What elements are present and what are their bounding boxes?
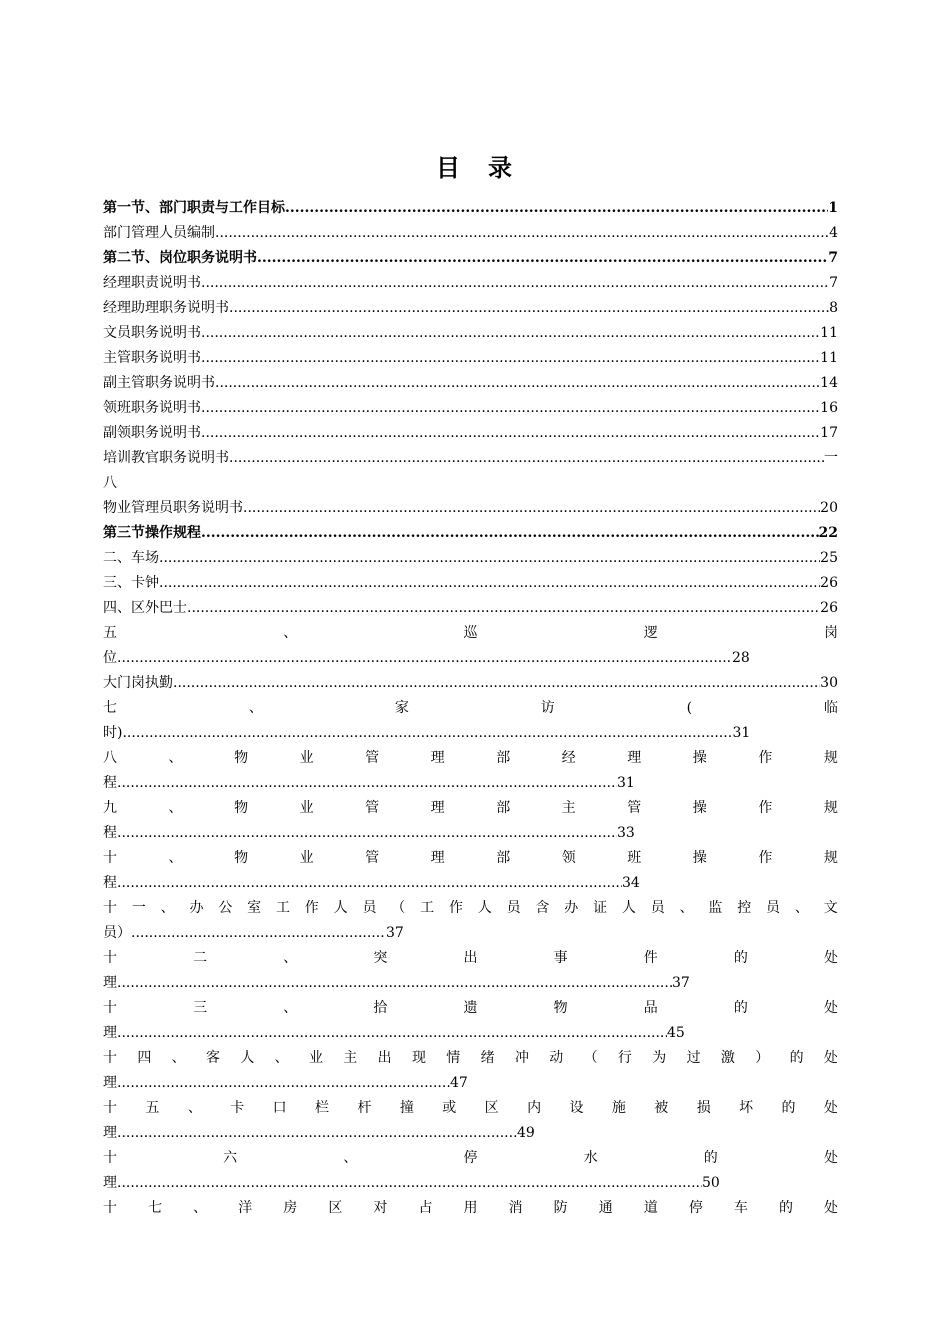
toc-justified-line[interactable] xyxy=(103,1146,838,1171)
toc-entry-char: 十 xyxy=(103,1000,117,1016)
toc-entry-page: 17 xyxy=(820,425,838,441)
toc-entry-char: 理 xyxy=(430,750,445,766)
toc-entry-char: 部 xyxy=(496,850,511,866)
toc-entry-char: 停 xyxy=(688,1200,703,1216)
toc-entry-char: 现 xyxy=(411,1050,426,1066)
toc-entry[interactable] xyxy=(103,571,838,596)
toc-entry-page: 33 xyxy=(617,825,635,841)
toc-entry-char: 经 xyxy=(561,750,576,766)
toc-entry-page: 50 xyxy=(702,1175,720,1191)
toc-entry-char: 区 xyxy=(328,1200,343,1216)
toc-entry-char: 情 xyxy=(446,1050,461,1066)
toc-entry-char: 物 xyxy=(234,750,249,766)
toc-entry-char: 九 xyxy=(103,800,117,816)
toc-dot-leader xyxy=(201,396,820,421)
toc-entry[interactable] xyxy=(103,671,838,696)
toc-entry-char: 操 xyxy=(692,800,707,816)
toc-dot-leader xyxy=(117,1121,517,1146)
toc-dot-leader xyxy=(285,196,828,221)
toc-entry-page: 30 xyxy=(820,675,838,691)
toc-entry-char: 七 xyxy=(103,700,117,716)
toc-entry-char: 岗 xyxy=(824,625,838,641)
toc-dot-leader xyxy=(201,321,820,346)
toc-entry-char: ( xyxy=(686,700,693,716)
toc-continuation-line[interactable] xyxy=(103,1121,838,1146)
toc-entry-char: 、 xyxy=(283,950,298,966)
toc-entry-label: 第三节操作规程 xyxy=(103,525,201,541)
toc-entry-char: 遗 xyxy=(463,1000,478,1016)
toc-dot-leader xyxy=(131,921,386,946)
toc-entry-char: 水 xyxy=(583,1150,598,1166)
toc-dot-leader xyxy=(229,296,829,321)
toc-entry-char: 处 xyxy=(824,1000,838,1016)
toc-dot-leader xyxy=(201,521,819,546)
toc-justified-line[interactable] xyxy=(103,1196,838,1221)
toc-dot-leader xyxy=(117,871,622,896)
toc-dot-leader xyxy=(159,571,820,596)
toc-entry-label: 程 xyxy=(103,875,117,891)
toc-entry-label: 第二节、岗位职务说明书 xyxy=(103,250,257,266)
toc-entry-char: 绪 xyxy=(480,1050,495,1066)
toc-entry-label: 位 xyxy=(103,650,117,666)
toc-dot-leader xyxy=(187,596,820,621)
toc-title: 目 录 xyxy=(436,154,514,182)
toc-entry-char: 业 xyxy=(308,1050,323,1066)
toc-dot-leader xyxy=(201,271,829,296)
toc-entry-char: 班 xyxy=(627,850,642,866)
toc-entry-char: 人 xyxy=(333,900,348,916)
toc-entry-char: 规 xyxy=(823,850,838,866)
toc-entry-char: 的 xyxy=(733,950,748,966)
toc-entry-char: 八 xyxy=(103,750,117,766)
toc-entry-char: 损 xyxy=(696,1100,711,1116)
toc-entry-char: 人 xyxy=(477,900,492,916)
toc-entry-char: 品 xyxy=(643,1000,658,1016)
toc-entry-label: 四、区外巴士 xyxy=(103,600,187,616)
toc-entry-label: 大门岗执勤 xyxy=(103,675,173,691)
toc-justified-line[interactable] xyxy=(103,696,838,721)
toc-entry-char: 杆 xyxy=(357,1100,372,1116)
toc-entry-page: 16 xyxy=(820,400,838,416)
toc-continuation-line[interactable] xyxy=(103,646,838,671)
toc-entry-char: 操 xyxy=(692,850,707,866)
toc-entry-char: 坏 xyxy=(739,1100,754,1116)
toc-entry-page: 11 xyxy=(820,350,838,366)
toc-dot-leader xyxy=(201,346,820,371)
toc-entry-label: 八 xyxy=(103,475,117,491)
toc-dot-leader xyxy=(215,221,829,246)
toc-entry-page: 47 xyxy=(450,1075,468,1091)
toc-dot-leader xyxy=(215,371,820,396)
toc-entry-char: 四 xyxy=(137,1050,152,1066)
toc-entry-char: 栏 xyxy=(315,1100,330,1116)
toc-justified-line[interactable] xyxy=(103,1096,838,1121)
toc-justified-line[interactable] xyxy=(103,746,838,771)
toc-entry[interactable] xyxy=(103,321,838,346)
toc-continuation-line[interactable] xyxy=(103,1171,838,1196)
toc-entry-page: 7 xyxy=(828,250,838,266)
toc-entry-char: 室 xyxy=(247,900,262,916)
toc-entry-label: 程 xyxy=(103,775,117,791)
toc-entry-char: 、 xyxy=(274,1050,289,1066)
toc-entry-char: 公 xyxy=(218,900,233,916)
toc-entry-char: 事 xyxy=(553,950,568,966)
toc-entry-char: 十 xyxy=(103,1100,117,1116)
toc-entry[interactable] xyxy=(103,296,838,321)
toc-entry-page: 7 xyxy=(829,275,838,291)
toc-entry-label: 程 xyxy=(103,825,117,841)
toc-entry-page: 22 xyxy=(818,525,838,541)
toc-entry-char: 二 xyxy=(193,950,208,966)
toc-entry-char: 十 xyxy=(103,1150,117,1166)
toc-entry-char: 房 xyxy=(283,1200,298,1216)
toc-entry-page: 20 xyxy=(820,500,838,516)
toc-entry-char: 五 xyxy=(103,625,117,641)
toc-entry-char: 管 xyxy=(627,800,642,816)
toc-entry[interactable] xyxy=(103,346,838,371)
toc-entry-char: 理 xyxy=(430,850,445,866)
toc-justified-line[interactable] xyxy=(103,621,838,646)
toc-entry-char: 业 xyxy=(299,750,314,766)
toc-entry-label: 员） xyxy=(103,925,131,941)
toc-entry-char: 、 xyxy=(283,625,298,641)
toc-entry-char: 主 xyxy=(561,800,576,816)
toc-entry-char: 区 xyxy=(484,1100,499,1116)
toc-entry[interactable] xyxy=(103,446,838,471)
toc-entry-page: 8 xyxy=(829,300,838,316)
toc-entry-label: 文员职务说明书 xyxy=(103,325,201,341)
toc-entry-page: 28 xyxy=(732,650,750,666)
toc-entry-char: 监 xyxy=(708,900,723,916)
toc-entry-char: 的 xyxy=(781,1100,796,1116)
toc-entry-char: 件 xyxy=(643,950,658,966)
toc-entry-char: 作 xyxy=(758,850,773,866)
toc-entry-char: （ xyxy=(583,1050,598,1066)
toc-entry-char: 、 xyxy=(248,700,263,716)
toc-entry-char: 员 xyxy=(766,900,781,916)
toc-entry-label: 第一节、部门职责与工作目标 xyxy=(103,200,285,216)
toc-entry-char: 临 xyxy=(824,700,838,716)
toc-entry-char: 物 xyxy=(234,850,249,866)
toc-entry-char: 人 xyxy=(240,1050,255,1066)
toc-entry-label: 二、车场 xyxy=(103,550,159,566)
toc-entry-char: 处 xyxy=(824,950,838,966)
toc-entry-char: 家 xyxy=(394,700,409,716)
toc-entry-char: 理 xyxy=(627,750,642,766)
toc-continuation-line[interactable] xyxy=(103,821,838,846)
toc-entry-page: 4 xyxy=(829,225,838,241)
toc-entry-char: 管 xyxy=(365,850,380,866)
toc-entry-char: ） xyxy=(755,1050,770,1066)
toc-justified-line[interactable] xyxy=(103,996,838,1021)
toc-entry-char: 巡 xyxy=(463,625,478,641)
toc-entry-char: 、 xyxy=(160,900,175,916)
toc-entry-char: 管 xyxy=(365,750,380,766)
toc-entry-char: 或 xyxy=(442,1100,457,1116)
toc-justified-line[interactable] xyxy=(103,796,838,821)
toc-entry-label: 理 xyxy=(103,1125,117,1141)
toc-entry-char: 业 xyxy=(299,850,314,866)
toc-entry-char: 出 xyxy=(377,1050,392,1066)
toc-entry-char: 规 xyxy=(823,750,838,766)
toc-dot-leader xyxy=(117,1071,450,1096)
toc-entry[interactable] xyxy=(103,521,838,546)
toc-entry-char: 拾 xyxy=(373,1000,388,1016)
toc-dot-leader xyxy=(173,671,820,696)
toc-entry-char: 处 xyxy=(823,1100,838,1116)
toc-list xyxy=(103,196,838,1221)
toc-entry-char: 员 xyxy=(650,900,665,916)
toc-dot-leader xyxy=(159,546,820,571)
toc-dot-leader xyxy=(122,721,732,746)
toc-entry-char: 五 xyxy=(145,1100,160,1116)
toc-entry-char: 作 xyxy=(304,900,319,916)
toc-entry-page: 34 xyxy=(622,875,640,891)
toc-entry-char: 作 xyxy=(448,900,463,916)
toc-entry-label: 理 xyxy=(103,1075,117,1091)
toc-justified-line[interactable] xyxy=(103,896,838,921)
toc-continuation-line[interactable] xyxy=(103,1071,838,1096)
toc-entry-page: 31 xyxy=(617,775,635,791)
toc-entry-char: 车 xyxy=(733,1200,748,1216)
toc-entry-char: 、 xyxy=(193,1200,208,1216)
toc-entry-char: 动 xyxy=(549,1050,564,1066)
toc-entry-char: 作 xyxy=(758,800,773,816)
toc-wrap-line xyxy=(103,471,838,496)
toc-entry-char: 员 xyxy=(506,900,521,916)
toc-entry-char: 逻 xyxy=(643,625,658,641)
toc-entry-char: 防 xyxy=(553,1200,568,1216)
toc-entry[interactable] xyxy=(103,546,838,571)
toc-entry-char: 的 xyxy=(778,1200,793,1216)
toc-entry-char: 停 xyxy=(463,1150,478,1166)
toc-entry[interactable] xyxy=(103,496,838,521)
toc-entry-page: 26 xyxy=(820,575,838,591)
toc-entry-char: 洋 xyxy=(238,1200,253,1216)
toc-entry-char: 物 xyxy=(234,800,249,816)
toc-entry-char: 的 xyxy=(703,1150,718,1166)
toc-dot-leader xyxy=(117,1171,702,1196)
toc-entry-char: 物 xyxy=(553,1000,568,1016)
toc-entry-char: 业 xyxy=(299,800,314,816)
toc-entry-page: 45 xyxy=(667,1025,685,1041)
toc-entry-char: 撞 xyxy=(399,1100,414,1116)
toc-entry-char: 证 xyxy=(593,900,608,916)
toc-entry-char: 被 xyxy=(654,1100,669,1116)
toc-continuation-line[interactable] xyxy=(103,1021,838,1046)
toc-entry-page: 49 xyxy=(517,1125,535,1141)
toc-entry-char: 、 xyxy=(343,1150,358,1166)
toc-entry-char: 道 xyxy=(643,1200,658,1216)
toc-entry-char: 冲 xyxy=(514,1050,529,1066)
toc-dot-leader xyxy=(257,246,828,271)
toc-entry-char: 主 xyxy=(343,1050,358,1066)
toc-continuation-line[interactable] xyxy=(103,771,838,796)
toc-entry-char: 、 xyxy=(168,750,183,766)
toc-entry-char: 领 xyxy=(561,850,576,866)
toc-entry-char: 的 xyxy=(733,1000,748,1016)
toc-dot-leader xyxy=(117,971,672,996)
toc-entry-char: 设 xyxy=(569,1100,584,1116)
toc-entry-char: 、 xyxy=(794,900,809,916)
toc-entry-label: 时) xyxy=(103,725,123,741)
toc-continuation-line[interactable] xyxy=(103,721,838,746)
toc-continuation-line[interactable] xyxy=(103,921,838,946)
toc-entry-char: 、 xyxy=(168,800,183,816)
toc-entry-char: 控 xyxy=(737,900,752,916)
toc-entry-char: 十 xyxy=(103,1200,117,1216)
toc-entry-char: 对 xyxy=(373,1200,388,1216)
toc-entry-char: 突 xyxy=(373,950,388,966)
toc-entry-char: （ xyxy=(391,900,406,916)
toc-entry-char: 用 xyxy=(463,1200,478,1216)
toc-dot-leader xyxy=(117,1021,667,1046)
toc-entry-char: 人 xyxy=(621,900,636,916)
toc-entry-label: 物业管理员职务说明书 xyxy=(103,500,243,516)
toc-entry-char: 内 xyxy=(527,1100,542,1116)
toc-entry-char: 消 xyxy=(508,1200,523,1216)
toc-entry-char: 员 xyxy=(362,900,377,916)
toc-dot-leader xyxy=(229,446,824,471)
toc-entry-char: 办 xyxy=(564,900,579,916)
toc-entry-char: 占 xyxy=(418,1200,433,1216)
toc-entry-label: 副领职务说明书 xyxy=(103,425,201,441)
toc-dot-leader xyxy=(117,646,732,671)
toc-entry-label: 理 xyxy=(103,1175,117,1191)
toc-entry-char: 的 xyxy=(789,1050,804,1066)
toc-entry-page: 31 xyxy=(732,725,751,741)
toc-dot-leader xyxy=(117,821,617,846)
toc-entry-char: 行 xyxy=(617,1050,632,1066)
toc-entry-char: 、 xyxy=(187,1100,202,1116)
toc-entry-char: 部 xyxy=(496,750,511,766)
toc-entry-char: 、 xyxy=(171,1050,186,1066)
toc-entry-char: 、 xyxy=(679,900,694,916)
toc-entry-page: 1 xyxy=(828,200,838,216)
toc-entry-char: 处 xyxy=(823,1050,838,1066)
toc-entry-char: 处 xyxy=(823,1150,838,1166)
toc-entry-char: 、 xyxy=(283,1000,298,1016)
toc-entry-char: 客 xyxy=(205,1050,220,1066)
toc-dot-leader xyxy=(201,421,820,446)
toc-entry-char: 文 xyxy=(823,900,838,916)
toc-entry[interactable] xyxy=(103,221,838,246)
toc-entry-char: 管 xyxy=(365,800,380,816)
toc-entry-page: 37 xyxy=(386,925,404,941)
toc-entry-char: 六 xyxy=(223,1150,238,1166)
toc-entry-page: 14 xyxy=(820,375,838,391)
toc-entry-label: 部门管理人员编制 xyxy=(103,225,215,241)
toc-entry-char: 为 xyxy=(652,1050,667,1066)
toc-entry[interactable] xyxy=(103,246,838,271)
toc-entry-label: 主管职务说明书 xyxy=(103,350,201,366)
toc-entry[interactable] xyxy=(103,271,838,296)
toc-entry-label: 经理职责说明书 xyxy=(103,275,201,291)
toc-entry-page: 26 xyxy=(820,600,838,616)
toc-entry-char: 部 xyxy=(496,800,511,816)
toc-entry-char: 含 xyxy=(535,900,550,916)
toc-entry-page: 一 xyxy=(824,450,838,466)
toc-entry-char: 卡 xyxy=(230,1100,245,1116)
toc-entry-char: 十 xyxy=(103,1050,117,1066)
toc-entry[interactable] xyxy=(103,596,838,621)
toc-entry-char: 处 xyxy=(824,1200,838,1216)
toc-entry[interactable] xyxy=(103,396,838,421)
toc-justified-line[interactable] xyxy=(103,846,838,871)
toc-entry-char: 激 xyxy=(720,1050,735,1066)
toc-entry-char: 一 xyxy=(131,900,146,916)
toc-entry-char: 十 xyxy=(103,950,117,966)
toc-justified-line[interactable] xyxy=(103,946,838,971)
toc-entry-char: 七 xyxy=(148,1200,163,1216)
toc-entry[interactable] xyxy=(103,196,838,221)
toc-entry-char: 三 xyxy=(193,1000,208,1016)
toc-entry-label: 经理助理职务说明书 xyxy=(103,300,229,316)
toc-entry[interactable] xyxy=(103,371,838,396)
toc-entry-char: 、 xyxy=(168,850,183,866)
toc-entry-page: 37 xyxy=(672,975,690,991)
toc-entry-label: 三、卡钟 xyxy=(103,575,159,591)
toc-entry-char: 工 xyxy=(420,900,435,916)
toc-entry-char: 过 xyxy=(686,1050,701,1066)
toc-entry-label: 培训教官职务说明书 xyxy=(103,450,229,466)
toc-entry-char: 十 xyxy=(103,850,117,866)
toc-entry-char: 通 xyxy=(598,1200,613,1216)
toc-entry-page: 25 xyxy=(820,550,838,566)
toc-entry-char: 出 xyxy=(463,950,478,966)
toc-entry-char: 规 xyxy=(823,800,838,816)
toc-entry-page: 11 xyxy=(820,325,838,341)
toc-entry-char: 工 xyxy=(275,900,290,916)
toc-entry-char: 办 xyxy=(189,900,204,916)
toc-continuation-line[interactable] xyxy=(103,971,838,996)
toc-continuation-line[interactable] xyxy=(103,871,838,896)
toc-entry-label: 副主管职务说明书 xyxy=(103,375,215,391)
toc-entry-char: 作 xyxy=(758,750,773,766)
toc-dot-leader xyxy=(117,771,617,796)
toc-entry-label: 理 xyxy=(103,1025,117,1041)
toc-entry-char: 施 xyxy=(611,1100,626,1116)
toc-entry-char: 十 xyxy=(103,900,117,916)
toc-entry-char: 操 xyxy=(692,750,707,766)
toc-entry-label: 理 xyxy=(103,975,117,991)
toc-entry-char: 口 xyxy=(272,1100,287,1116)
toc-entry-char: 访 xyxy=(540,700,555,716)
toc-entry[interactable] xyxy=(103,421,838,446)
toc-dot-leader xyxy=(243,496,820,521)
toc-justified-line[interactable] xyxy=(103,1046,838,1071)
toc-entry-label: 领班职务说明书 xyxy=(103,400,201,416)
toc-entry-char: 理 xyxy=(430,800,445,816)
